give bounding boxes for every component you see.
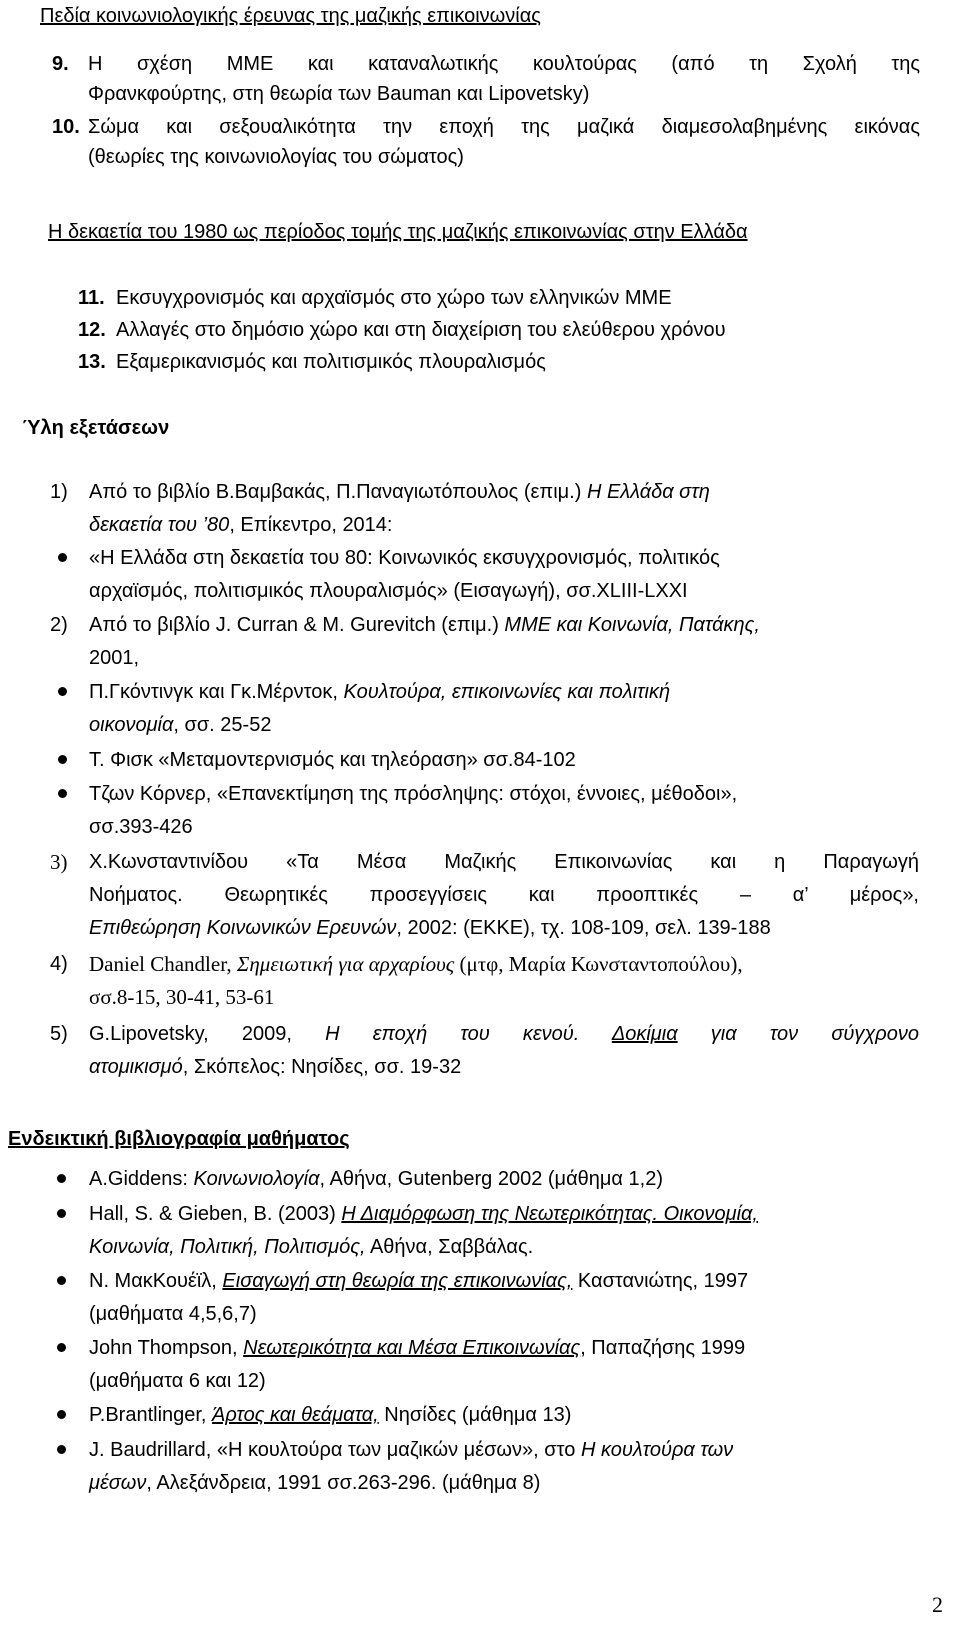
- page-number: 2: [932, 1592, 943, 1617]
- bullet-icon: [58, 553, 67, 562]
- bib-item: Hall, S. & Gieben, B. (2003) Η Διαμόρφωση της Νεωτερικότητας. Οικονομία,: [89, 1203, 758, 1225]
- bullet-icon: [58, 789, 67, 798]
- exam-number: 2): [50, 614, 68, 636]
- bib-item: Ν. ΜακΚουέϊλ, Εισαγωγή στη θεωρία της επικοινωνίας, Καστανιώτης, 1997: [89, 1270, 749, 1292]
- exam-item-1-line2: δεκαετία του ’80, Επίκεντρο, 2014:: [89, 514, 393, 536]
- exam-number: 3): [50, 850, 68, 874]
- topic-line: Αλλαγές στο δημόσιο χώρο και στη διαχείριση του ελεύθερου χρόνου: [116, 319, 726, 341]
- bullet-icon: [57, 1410, 66, 1419]
- bib-item: A.Giddens: Κοινωνιολογία, Αθήνα, Gutenberg 2002 (μάθημα 1,2): [89, 1168, 663, 1190]
- bullet-icon: [58, 687, 67, 696]
- exam-item-1: Από το βιβλίο Β.Βαμβακάς, Π.Παναγιωτόπουλος (επιμ.) Η Ελλάδα στη: [89, 481, 710, 503]
- bib-item-line2: Κοινωνία, Πολιτική, Πολιτισμός, Αθήνα, Σαββάλας.: [89, 1236, 534, 1258]
- bib-item: John Thompson, Νεωτερικότητα και Μέσα Επικοινωνίας, Παπαζήσης 1999: [89, 1337, 746, 1359]
- exam-bullet-line: Τζων Κόρνερ, «Επανεκτίμηση της πρόσληψης: στόχοι, έννοιες, μέθοδοι»,: [89, 783, 738, 805]
- topic-number: 10.: [52, 116, 80, 138]
- topic-number: 9.: [52, 53, 69, 75]
- bibliography-title: Ενδεικτική βιβλιογραφία μαθήματος: [8, 1128, 350, 1150]
- exam-item-3: Χ.Κωνσταντινίδου «Τα Μέσα Μαζικής Επικοινωνίας και η Παραγωγή: [89, 851, 919, 873]
- topic-line: Εξαμερικανισμός και πολιτισμικός πλουραλισμός: [116, 351, 546, 373]
- exam-item-3-line3: Επιθεώρηση Κοινωνικών Ερευνών, 2002: (ΕΚΚΕ), τχ. 108-109, σελ. 139-188: [89, 917, 771, 939]
- exam-bullet-line: οικονομία, σσ. 25-52: [89, 714, 272, 736]
- exam-bullet-line: Π.Γκόντινγκ και Γκ.Μέρντοκ, Κουλτούρα, επικοινωνίες και πολιτική: [89, 681, 671, 703]
- exam-bullet-line: «Η Ελλάδα στη δεκαετία του 80: Κοινωνικός εκσυγχρονισμός, πολιτικός: [89, 547, 720, 569]
- topic-line: Σώμα και σεξουαλικότητα την εποχή της μαζικά διαμεσολαβημένης εικόνας: [88, 116, 920, 138]
- bib-item-line2: (μαθήματα 4,5,6,7): [89, 1303, 257, 1325]
- section-title: Πεδία κοινωνιολογικής έρευνας της μαζικής επικοινωνίας: [40, 5, 541, 27]
- exam-item-3-line2: Νοήματος. Θεωρητικές προσεγγίσεις και προοπτικές – α’ μέρος»,: [89, 884, 919, 906]
- exam-number: 4): [50, 953, 68, 975]
- bullet-icon: [57, 1276, 66, 1285]
- topic-number: 12.: [78, 319, 106, 341]
- topic-line: Η σχέση ΜΜΕ και καταναλωτικής κουλτούρας (από τη Σχολή της: [88, 53, 920, 75]
- exam-bullet-line: σσ.393-426: [89, 816, 193, 838]
- bullet-icon: [57, 1445, 66, 1454]
- exam-item-4-line2: σσ.8-15, 30-41, 53-61: [89, 985, 275, 1009]
- bib-item-line2: (μαθήματα 6 και 12): [89, 1370, 266, 1392]
- exam-bullet-line: αρχαϊσμός, πολιτισμικός πλουραλισμός» (Εισαγωγή), σσ.XLIII-LXXI: [89, 580, 688, 602]
- exam-item-2-line2: 2001,: [89, 647, 140, 669]
- bib-item: P.Brantlinger, Άρτος και θεάματα, Νησίδες (μάθημα 13): [89, 1404, 572, 1426]
- topic-line: (θεωρίες της κοινωνιολογίας του σώματος): [88, 146, 464, 168]
- exam-item-5-line2: ατομικισμό, Σκόπελος: Νησίδες, σσ. 19-32: [89, 1056, 462, 1078]
- exam-bullet-line: Τ. Φισκ «Μεταμοντερνισμός και τηλεόραση» σσ.84-102: [89, 749, 576, 771]
- exam-title: Ύλη εξετάσεων: [22, 417, 170, 439]
- bullet-icon: [58, 755, 67, 764]
- exam-number: 1): [50, 481, 68, 503]
- topic-line: Εκσυγχρονισμός και αρχαϊσμός στο χώρο των ελληνικών ΜΜΕ: [116, 287, 672, 309]
- section2-title: Η δεκαετία του 1980 ως περίοδος τομής της μαζικής επικοινωνίας στην Ελλάδα: [48, 221, 748, 243]
- exam-item-2: Από το βιβλίο J. Curran & M. Gurevitch (επιμ.) ΜΜΕ και Κοινωνία, Πατάκης,: [89, 614, 760, 636]
- exam-item-5: G.Lipovetsky, 2009, Η εποχή του κενού. Δοκίμια για τον σύγχρονο: [89, 1023, 920, 1045]
- bib-item: J. Baudrillard, «Η κουλτούρα των μαζικών μέσων», στο Η κουλτούρα των: [89, 1439, 734, 1461]
- topic-number: 11.: [78, 287, 105, 309]
- bullet-icon: [57, 1174, 66, 1183]
- exam-number: 5): [50, 1023, 68, 1045]
- exam-item-4: Daniel Chandler, Σημειωτική για αρχαρίους (μτφ, Μαρία Κωνσταντοπούλου),: [89, 952, 743, 976]
- bullet-icon: [57, 1343, 66, 1352]
- topic-line: Φρανκφούρτης, στη θεωρία των Bauman και Lipovetsky): [88, 83, 590, 105]
- bullet-icon: [57, 1209, 66, 1218]
- topic-number: 13.: [78, 351, 106, 373]
- bib-item-line2: μέσων, Αλεξάνδρεια, 1991 σσ.263-296. (μάθημα 8): [89, 1472, 541, 1494]
